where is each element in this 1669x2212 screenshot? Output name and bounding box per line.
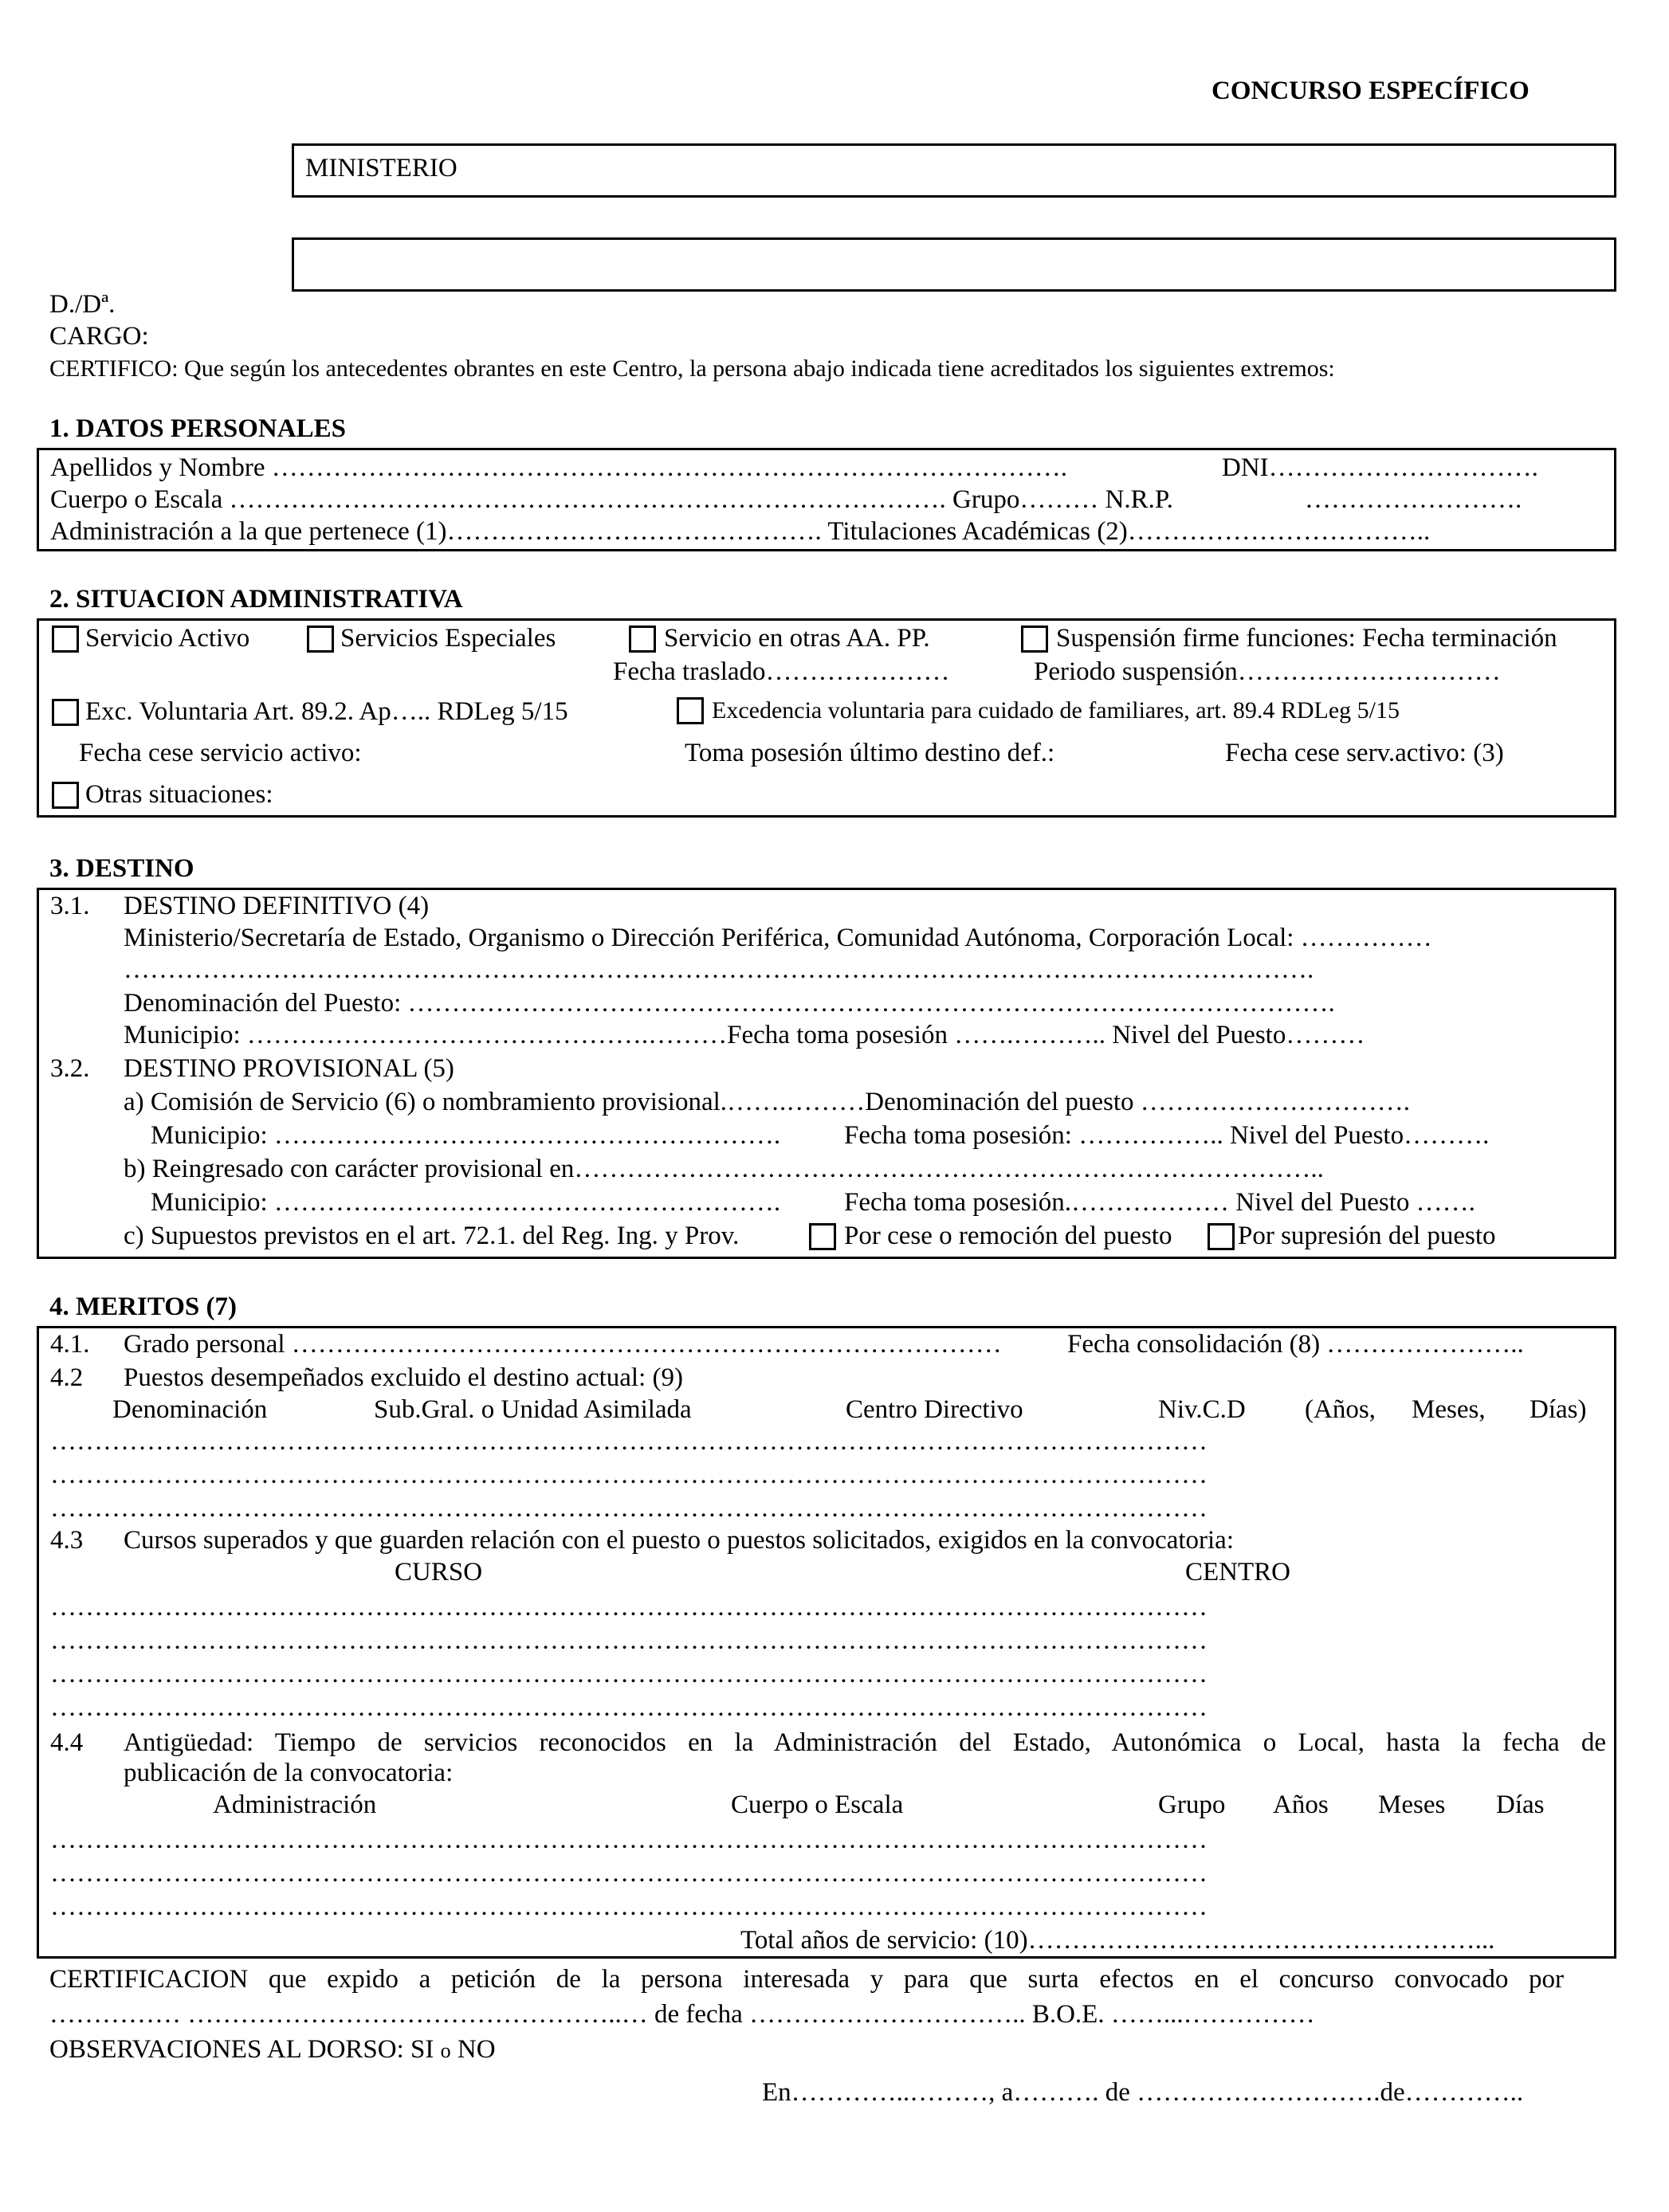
exc-voluntaria-checkbox[interactable]	[52, 699, 79, 726]
convocatoria-fecha-boe-field[interactable]: …………… …………………………………………..… de fecha ………………………….. B.O.E. ……...……………	[49, 2000, 1315, 2029]
dni-field[interactable]: DNI………………………….	[1222, 453, 1538, 482]
servicio-activo-checkbox[interactable]	[52, 626, 79, 653]
cese-remocion-checkbox[interactable]	[809, 1223, 836, 1250]
administracion-field[interactable]: Administración a la que pertenece (1)……………………………………. Titulaciones Académicas (2)……………………………..	[50, 517, 1431, 546]
suspension-checkbox[interactable]	[1021, 626, 1048, 653]
cursos-label: Cursos superados y que guarden relación con el puesto o puestos solicitados, exigidos en la convocatoria:	[124, 1526, 1234, 1555]
suspension-label: Suspensión firme funciones: Fecha terminación	[1056, 624, 1557, 653]
ministry-blank-field[interactable]	[292, 237, 1616, 292]
observaciones-no: NO	[457, 2035, 496, 2064]
supresion-label: Por supresión del puesto	[1238, 1222, 1496, 1250]
col-grupo: Grupo	[1158, 1790, 1226, 1819]
dd-label: D./Dª.	[49, 290, 116, 319]
cuerpo-escala-field[interactable]: Cuerpo o Escala ………………………………………………………………………. Grupo……… N.R.P.	[50, 485, 1173, 514]
antiguedad-label-2: publicación de la convocatoria:	[124, 1759, 454, 1787]
exc-familiares-label: Excedencia voluntaria para cuidado de familiares, art. 89.4 RDLeg 5/15	[712, 697, 1400, 724]
col-dias: Días	[1496, 1790, 1545, 1819]
periodo-suspension-field[interactable]: Periodo suspensión…………………………	[1034, 657, 1501, 686]
total-anos-servicio-field[interactable]: Total años de servicio: (10)……………………………………………...	[740, 1926, 1495, 1955]
num-4-2: 4.2	[50, 1363, 84, 1392]
cese-remocion-label: Por cese o remoción del puesto	[844, 1222, 1172, 1250]
col-subgral: Sub.Gral. o Unidad Asimilada	[374, 1395, 692, 1424]
nrp-field[interactable]: …………………….	[1305, 485, 1522, 514]
cursos-row-3[interactable]: ……………………………………………………………………………………………………………………	[50, 1660, 1208, 1688]
si-no-option-circle[interactable]: o	[440, 2039, 451, 2062]
ministerio-organismo-dots[interactable]: ……………………………………………………………………………………………………………………….	[124, 955, 1314, 984]
ministry-label: MINISTERIO	[305, 154, 458, 182]
col-meses: Meses	[1378, 1790, 1446, 1819]
puestos-row-3[interactable]: ……………………………………………………………………………………………………………………	[50, 1494, 1208, 1523]
ministerio-organismo-field[interactable]: Ministerio/Secretaría de Estado, Organismo o Dirección Periférica, Comunidad Autónoma, Corporación Local: ……………	[124, 924, 1432, 952]
servicio-activo-label: Servicio Activo	[85, 624, 250, 653]
toma-posesion-def-field[interactable]: Toma posesión último destino def.:	[685, 739, 1055, 767]
observaciones-line	[49, 2034, 496, 2067]
supresion-checkbox[interactable]	[1208, 1223, 1235, 1250]
section-2-box	[37, 618, 1616, 818]
col-denominacion: Denominación	[112, 1395, 268, 1424]
cursos-row-1[interactable]: ……………………………………………………………………………………………………………………	[50, 1593, 1208, 1622]
num-4-4: 4.4	[50, 1728, 84, 1757]
otras-situaciones-checkbox[interactable]	[52, 782, 79, 809]
servicios-especiales-checkbox[interactable]	[307, 626, 334, 653]
fecha-cese-activo-field[interactable]: Fecha cese servicio activo:	[79, 739, 362, 767]
supuestos-label: c) Supuestos previstos en el art. 72.1. del Reg. Ing. y Prov.	[124, 1222, 740, 1250]
destino-definitivo-label: DESTINO DEFINITIVO (4)	[124, 892, 430, 920]
col-centro: CENTRO	[1185, 1558, 1290, 1586]
col-nivcd: Niv.C.D	[1158, 1395, 1246, 1424]
servicios-especiales-label: Servicios Especiales	[340, 624, 556, 653]
fecha-cese-serv-field[interactable]: Fecha cese serv.activo: (3)	[1225, 739, 1504, 767]
antiguedad-row-1[interactable]: ……………………………………………………………………………………………………………………	[50, 1826, 1208, 1854]
antiguedad-row-2[interactable]: ……………………………………………………………………………………………………………………	[50, 1859, 1208, 1888]
num-4-3: 4.3	[50, 1526, 84, 1555]
section-4-title: 4. MERITOS (7)	[49, 1292, 237, 1321]
municipio-b-field[interactable]: Municipio: ………………………………………………….	[151, 1188, 781, 1217]
ministry-field[interactable]	[292, 143, 1616, 198]
section-1-box	[37, 448, 1616, 551]
apellidos-nombre-field[interactable]: Apellidos y Nombre ……………………………………………………………………………….	[50, 453, 1067, 482]
exc-familiares-checkbox[interactable]	[677, 697, 704, 724]
col-anos: Años	[1273, 1790, 1329, 1819]
certifico-text: CERTIFICO: Que según los antecedentes obrantes en este Centro, la persona abajo indicada tiene acreditados los siguientes extremos:	[49, 355, 1335, 382]
puestos-desempenados-label: Puestos desempeñados excluido el destino actual: (9)	[124, 1363, 683, 1392]
lugar-fecha-field[interactable]: En…………..………, a………. de ……………………….de…………..	[762, 2078, 1524, 2107]
section-4-box	[37, 1326, 1616, 1959]
col-curso: CURSO	[395, 1558, 483, 1586]
section-1-title: 1. DATOS PERSONALES	[49, 414, 346, 443]
otras-aapp-label: Servicio en otras AA. PP.	[664, 624, 930, 653]
col-anos-paren: (Años,	[1305, 1395, 1376, 1424]
exc-voluntaria-label: Exc. Voluntaria Art. 89.2. Ap….. RDLeg 5/15	[85, 697, 568, 726]
municipio-definitivo-field[interactable]: Municipio: ……………………………………….………Fecha toma posesión …….……….. Nivel del Puesto………	[124, 1021, 1365, 1049]
col-administracion: Administración	[213, 1790, 377, 1819]
col-dias-paren: Días)	[1530, 1395, 1587, 1424]
destino-provisional-label: DESTINO PROVISIONAL (5)	[124, 1054, 454, 1083]
reingresado-field[interactable]: b) Reingresado con carácter provisional en…………………………………………………………………………..	[124, 1155, 1324, 1183]
section-3-box	[37, 888, 1616, 1259]
antiguedad-row-3[interactable]: ……………………………………………………………………………………………………………………	[50, 1892, 1208, 1921]
grado-personal-field[interactable]: Grado personal ………………………………………………………………………	[124, 1330, 1002, 1359]
section-3-title: 3. DESTINO	[49, 854, 194, 883]
num-3-2: 3.2.	[50, 1054, 90, 1083]
otras-situaciones-label: Otras situaciones:	[85, 780, 273, 809]
col-centro-directivo: Centro Directivo	[846, 1395, 1023, 1424]
fecha-consolidacion-field[interactable]: Fecha consolidación (8) …………………..	[1067, 1330, 1524, 1359]
col-meses-paren: Meses,	[1412, 1395, 1486, 1424]
num-3-1: 3.1.	[50, 892, 90, 920]
puestos-row-2[interactable]: ……………………………………………………………………………………………………………………	[50, 1461, 1208, 1489]
form-title: CONCURSO ESPECÍFICO	[1211, 76, 1530, 105]
cursos-row-2[interactable]: ……………………………………………………………………………………………………………………	[50, 1626, 1208, 1655]
cursos-row-4[interactable]: ……………………………………………………………………………………………………………………	[50, 1693, 1208, 1722]
fecha-toma-a-field[interactable]: Fecha toma posesión: …………….. Nivel del Puesto……….	[844, 1121, 1490, 1150]
certificacion-text: CERTIFICACION que expido a petición de la persona interesada y para que surta efectos en el concurso convocado por	[49, 1965, 1564, 1994]
col-cuerpo-escala: Cuerpo o Escala	[731, 1790, 904, 1819]
otras-aapp-checkbox[interactable]	[629, 626, 656, 653]
comision-servicio-field[interactable]: a) Comisión de Servicio (6) o nombramiento provisional.…….………Denominación del puesto ………………………….	[124, 1088, 1411, 1116]
cargo-label: CARGO:	[49, 322, 149, 351]
puestos-row-1[interactable]: ……………………………………………………………………………………………………………………	[50, 1427, 1208, 1456]
denominacion-puesto-field[interactable]: Denominación del Puesto: …………………………………………………………………………………………….	[124, 989, 1335, 1018]
municipio-a-field[interactable]: Municipio: ………………………………………………….	[151, 1121, 781, 1150]
section-2-title: 2. SITUACION ADMINISTRATIVA	[49, 585, 463, 614]
antiguedad-label: Antigüedad: Tiempo de servicios reconocidos en la Administración del Estado, Autonómica o Local, hasta la fecha de	[124, 1728, 1606, 1757]
observaciones-label: OBSERVACIONES AL DORSO: SI	[49, 2035, 434, 2064]
num-4-1: 4.1.	[50, 1330, 90, 1359]
fecha-toma-b-field[interactable]: Fecha toma posesión.……………… Nivel del Puesto …….	[844, 1188, 1475, 1217]
fecha-traslado-field[interactable]: Fecha traslado…………………	[613, 657, 950, 686]
